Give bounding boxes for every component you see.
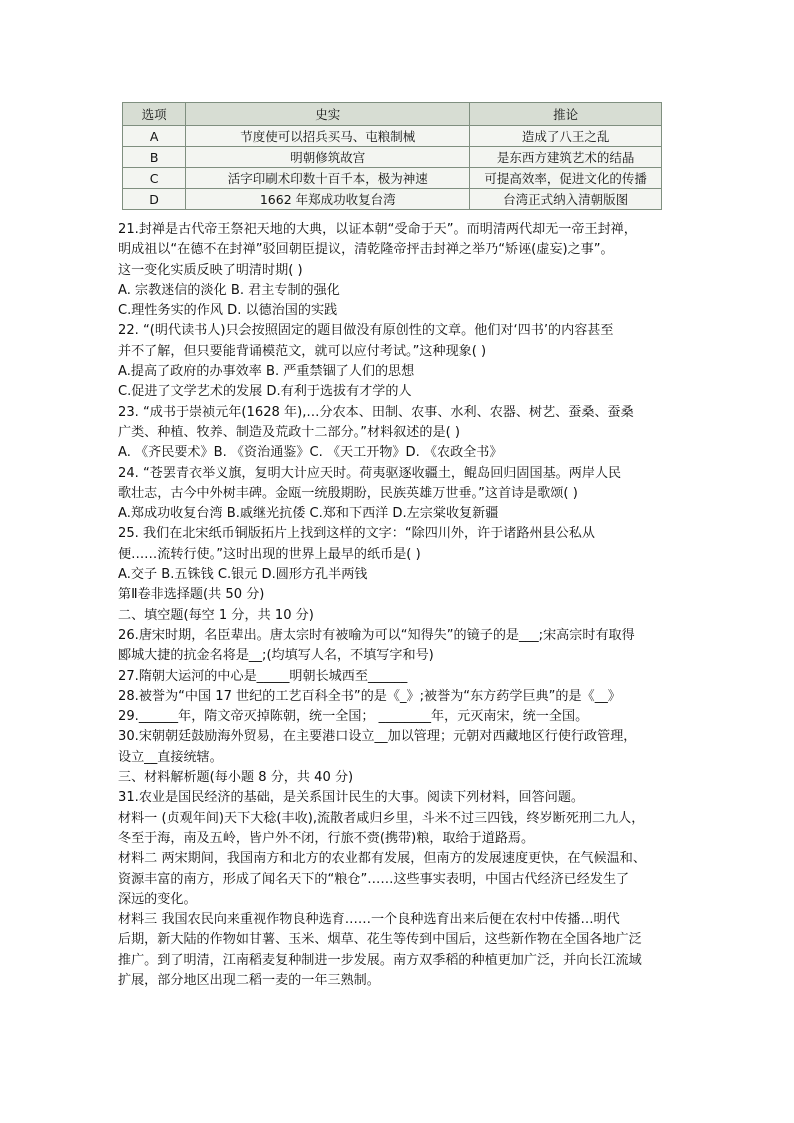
material-3-line-1: 材料三 我国农民向来重视作物良种选育……一个良种选育出来后便在农村中传播…明代 [118,912,620,928]
table-header-inference: 推论 [470,103,662,126]
table-row [123,168,662,189]
q30-line-1: 30.宋朝朝廷鼓励海外贸易，在主要港口设立__加以管理；元朝对西藏地区行使行政管理， [118,729,637,745]
table-header-fact: 史实 [186,103,470,126]
q26-line-1: 26.唐宋时期，名臣辈出。唐太宗时有被喻为可以“知得失”的镜子的是___;宋高宗时有取得 [118,627,635,643]
q29-line: 29.______年，隋文帝灭掉陈朝，统一全国； ________年，元灭南宋，统一全国。 [118,709,589,725]
question-text-body [118,220,678,991]
q22-stem-line-1: 22. “(明代读书人)只会按照固定的题目做没有原创性的文章。他们对‘四书’的内容甚至 [118,323,614,339]
q27-line: 27.隋朝大运河的中心是_____明朝长城西至______ [118,668,408,684]
q22-options-ab: A.提高了政府的办事效率 B. 严重禁锢了人们的思想 [118,364,415,380]
q26-line-2: 郾城大捷的抗金名将是__;(均填写人名，不填写字和号) [118,648,434,664]
table-cell: 明朝修筑故宫 [186,147,470,168]
table-cell: A [123,126,186,147]
q21-options-ab: A. 宗教迷信的淡化 B. 君主专制的强化 [118,282,340,298]
q25-stem-line-1: 25. 我们在北宋纸币铜版拓片上找到这样的文字：“除四川外，许于诸路州县公私从 [118,526,595,542]
table-cell: 造成了八王之乱 [470,126,662,147]
q22-stem-line-2: 并不了解，但只要能背诵模范文，就可以应付考试。”这种现象( ) [118,343,487,359]
q21-stem-line-3: 这一变化实质反映了明清时期( ) [118,262,303,278]
q24-stem-line-2: 歌壮志，古今中外树丰碑。金瓯一统殷期盼，民族英雄万世垂。”这首诗是歌颂( ) [118,485,578,501]
q21-stem-line-2: 明成祖以“在德不在封禅”驳回朝臣提议，清乾隆帝抨击封禅之举乃“矫诬(虚妄)之事”。 [118,242,614,258]
q22-options-cd: C.促进了文学艺术的发展 D.有利于选拔有才学的人 [118,384,412,400]
q23-stem-line-1: 23. “成书于崇祯元年(1628 年),…分农本、田制、农事、水利、农器、树艺、蚕桑、蚕桑 [118,404,634,420]
material-3-line-2: 后期，新大陆的作物如甘薯、玉米、烟草、花生等传到中国后，这些新作物在全国各地广泛 [118,932,642,948]
q21-stem-line-1: 21.封禅是古代帝王祭祀天地的大典，以证本朝“受命于天”。而明清两代却无一帝王封禅， [118,222,637,237]
q23-options: A. 《齐民要术》B. 《资治通鉴》C. 《天工开物》D. 《农政全书》 [118,445,503,461]
table-header-row [123,103,662,126]
q23-stem-line-2: 广类、种植、牧养、制造及荒政十二部分。”材料叙述的是( ) [118,424,460,440]
table-cell: 是东西方建筑艺术的结晶 [470,147,662,168]
table-row [123,189,662,210]
material-1-line-1: 材料一 (贞观年间)天下大稔(丰收),流散者咸归乡里，斗米不过三四钱，终岁断死刑二九人， [118,810,645,826]
q24-options: A.郑成功收复台湾 B.戚继光抗倭 C.郑和下西洋 D.左宗棠收复新疆 [118,506,499,522]
table-cell: D [123,189,186,210]
table-cell: 1662 年郑成功收复台湾 [186,189,470,210]
material-2-line-2: 资源丰富的南方，形成了闻名天下的“粮仓”……这些事实表明，中国古代经济已经发生了 [118,871,630,887]
table-cell: B [123,147,186,168]
table-cell: 台湾正式纳入清朝版图 [470,189,662,210]
material-3-line-4: 扩展，部分地区出现二稻一麦的一年三熟制。 [118,972,380,988]
table-row [123,126,662,147]
table-cell: 可提高效率，促进文化的传播 [470,168,662,189]
table-cell: 活字印刷术印数十百千本，极为神速 [186,168,470,189]
table-cell: C [123,168,186,189]
q25-stem-line-2: 便……流转行使。”这时出现的世界上最早的纸币是( ) [118,546,421,562]
section-2-heading: 第Ⅱ卷非选择题(共 50 分) [118,587,265,603]
table-header-option: 选项 [123,103,186,126]
fill-blank-heading: 二、填空题(每空 1 分，共 10 分) [118,607,314,623]
q25-options: A.交子 B.五铢钱 C.银元 D.圆形方孔半两钱 [118,567,368,583]
q24-stem-line-1: 24. “苍罢青衣举义旗，复明大计应天时。荷夷驱逐收疆土，鲲岛回归固国基。两岸人民 [118,465,622,481]
material-1-line-2: 冬至于海，南及五岭，皆户外不闭，行旅不赍(携带)粮，取给于道路焉。 [118,830,535,846]
material-3-line-3: 推广。到了明清，江南稻麦复种制进一步发展。南方双季稻的种植更加广泛，并向长江流域 [118,952,642,968]
material-2-line-3: 深远的变化。 [118,891,197,907]
q21-options-cd: C.理性务实的作风 D. 以德治国的实践 [118,303,338,319]
q30-line-2: 设立__直接统辖。 [118,749,223,765]
material-analysis-heading: 三、材料解析题(每小题 8 分，共 40 分) [118,770,354,786]
table-row [123,147,662,168]
q28-line: 28.被誉为“中国 17 世纪的工艺百科全书”的是《_》;被誉为“东方药学巨典”的是《__》 [118,688,621,704]
material-2-line-1: 材料二 两宋期间，我国南方和北方的农业都有发展，但南方的发展速度更快，在气候温和、 [118,851,646,867]
history-inference-table [122,102,662,210]
q31-stem: 31.农业是国民经济的基础，是关系国计民生的大事。阅读下列材料，回答问题。 [118,790,585,806]
table-cell: 节度使可以招兵买马、屯粮制械 [186,126,470,147]
